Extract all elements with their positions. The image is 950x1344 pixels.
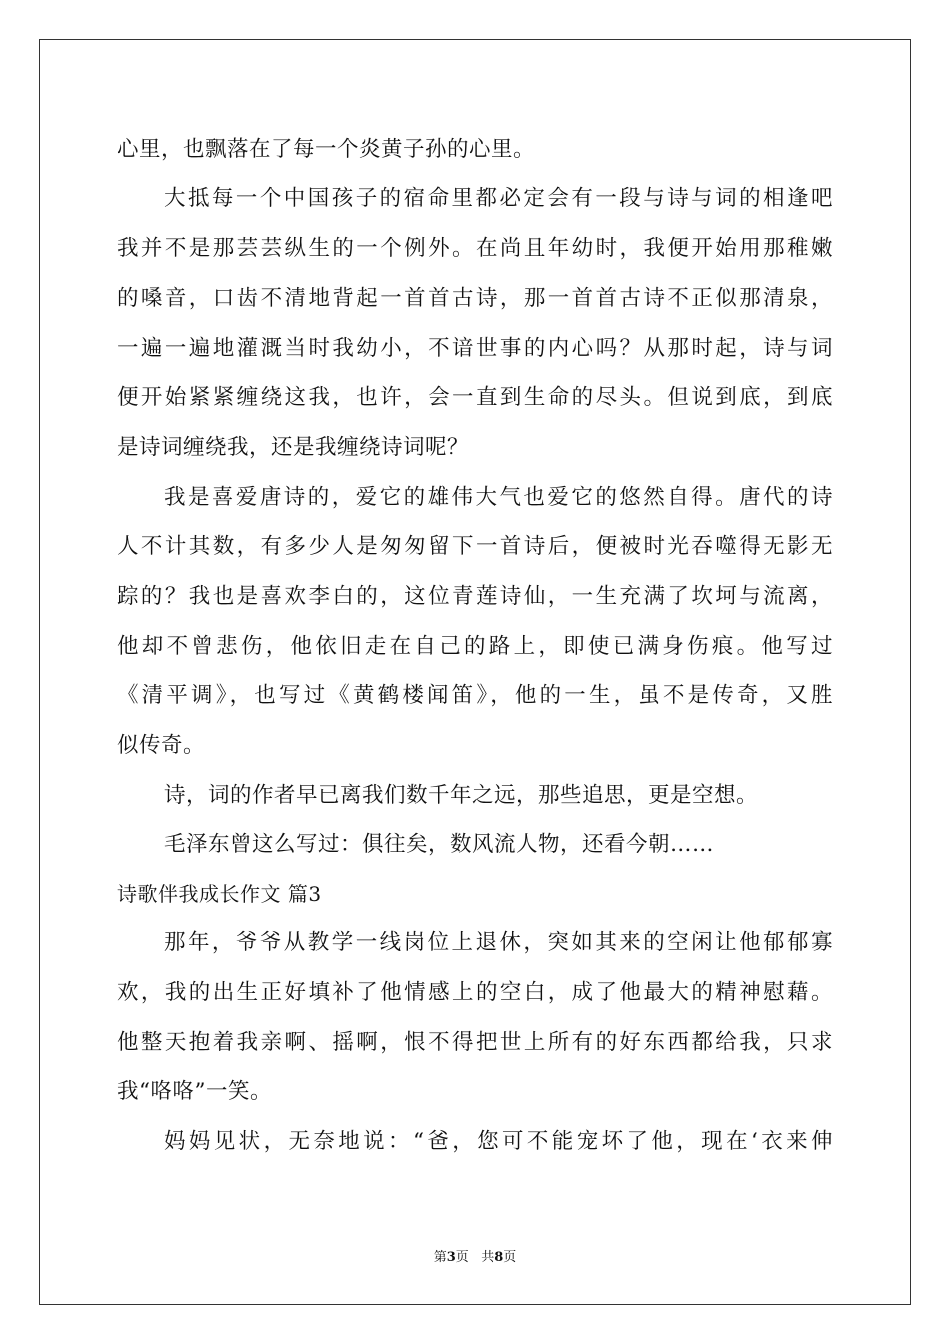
page-frame bbox=[39, 39, 911, 1305]
page-label-suffix: 页 bbox=[455, 1250, 469, 1265]
total-pages: 8 bbox=[494, 1250, 504, 1265]
text-line: 便开始紧紧缠绕这我，也许，会一直到生命的尽头。但说到底，到底 bbox=[117, 385, 833, 410]
paragraph-first-line: 大抵每一个中国孩子的宿命里都必定会有一段与诗与词的相逢吧 bbox=[164, 186, 833, 211]
text-line: 似传奇。 bbox=[117, 733, 206, 758]
paragraph-first-line: 那年，爷爷从教学一线岗位上退休，突如其来的空闲让他郁郁寡 bbox=[164, 930, 833, 955]
section-heading: 诗歌伴我成长作文 篇3 bbox=[117, 882, 322, 906]
text-line: 我“咯咯”一笑。 bbox=[117, 1079, 272, 1104]
page-label-prefix: 第 bbox=[433, 1250, 447, 1265]
text-line: 是诗词缠绕我，还是我缠绕诗词呢？ bbox=[117, 435, 470, 460]
text-line: 他整天抱着我亲啊、摇啊，恨不得把世上所有的好东西都给我，只求 bbox=[117, 1030, 833, 1055]
text-line: 他却不曾悲伤，他依旧走在自己的路上，即使已满身伤痕。他写过 bbox=[117, 634, 833, 659]
page-number: 3 bbox=[446, 1250, 456, 1265]
paragraph-first-line: 诗，词的作者早已离我们数千年之远，那些追思，更是空想。 bbox=[164, 783, 759, 808]
total-prefix: 共 bbox=[481, 1250, 495, 1265]
text-line: 我并不是那芸芸纵生的一个例外。在尚且年幼时，我便开始用那稚嫩 bbox=[117, 236, 833, 261]
total-suffix: 页 bbox=[503, 1250, 517, 1265]
paragraph-first-line: 我是喜爱唐诗的，爱它的雄伟大气也爱它的悠然自得。唐代的诗 bbox=[164, 485, 833, 510]
text-line: 踪的？我也是喜欢李白的，这位青莲诗仙，一生充满了坎坷与流离， bbox=[117, 584, 833, 609]
paragraph-first-line: 毛泽东曾这么写过：俱往矣，数风流人物，还看今朝…… bbox=[164, 832, 715, 857]
text-line: 《清平调》，也写过《黄鹤楼闻笛》，他的一生，虽不是传奇，又胜 bbox=[117, 683, 833, 708]
paragraph-first-line: 妈妈见状，无奈地说：“爸，您可不能宠坏了他，现在‘衣来伸 bbox=[164, 1129, 833, 1154]
text-line: 一遍一遍地灌溉当时我幼小，不谙世事的内心吗？从那时起，诗与词 bbox=[117, 336, 833, 361]
text-line: 欢，我的出生正好填补了他情感上的空白，成了他最大的精神慰藉。 bbox=[117, 980, 833, 1005]
text-line: 的嗓音，口齿不清地背起一首首古诗，那一首首古诗不正似那清泉， bbox=[117, 286, 833, 311]
text-line: 心里，也飘落在了每一个炎黄子孙的心里。 bbox=[117, 137, 536, 162]
text-line: 人不计其数，有多少人是匆匆留下一首诗后，便被时光吞噬得无影无 bbox=[117, 534, 833, 559]
page-footer bbox=[0, 1246, 950, 1265]
